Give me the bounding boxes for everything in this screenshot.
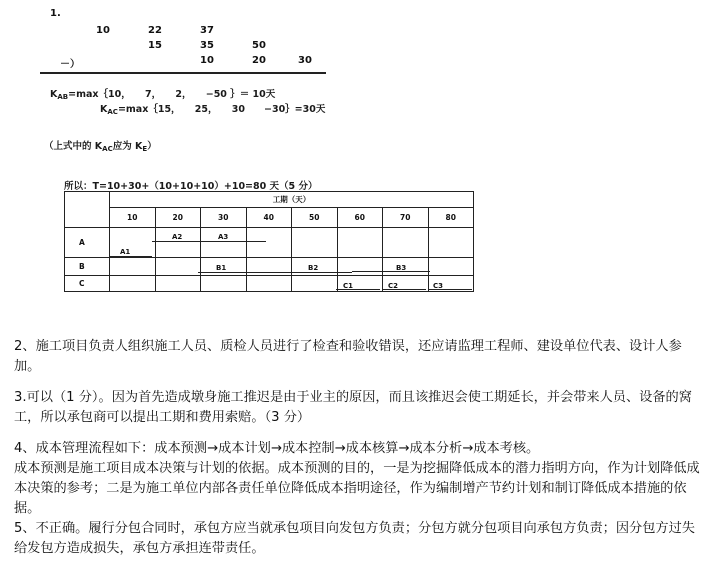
- bar-label-a3: A3: [218, 233, 229, 241]
- day-10: 10: [110, 208, 156, 228]
- day-50: 50: [292, 208, 338, 228]
- row2-val-2: 35: [200, 40, 214, 51]
- bar-b1: [198, 272, 288, 273]
- kac-formula: $K_{AC}=\max\{15$， 25， 30 −30｝=30天: [100, 104, 326, 116]
- answer-4-detail: 成本预测是施工项目成本决策与计划的依据。成本预测的目的，一是为挖掘降低成本的潜力指明方向，作为计划降低成本决策的参考；二是为施工单位内部各责任单位降低成本指明途径，作为编制增产节约计划和制订降低成本措施的依据。: [14, 461, 700, 516]
- subtract-label: －）: [60, 59, 80, 70]
- schedule-table: [64, 191, 474, 292]
- bar-a1: [110, 256, 152, 257]
- row3-val-3: 30: [298, 55, 312, 66]
- answer-2: 2、施工项目负责人组织施工人员、质检人员进行了检查和验收错误，还应请监理工程师、建设单位代表、设计人参加。: [14, 339, 682, 374]
- day-70: 70: [383, 208, 429, 228]
- row2-val-3: 50: [252, 40, 266, 51]
- corner-cell: [65, 192, 110, 228]
- bar-label-a1: A1: [120, 248, 131, 256]
- row-label-b: B: [65, 258, 110, 276]
- bar-label-c2: C2: [388, 282, 399, 290]
- row3-val-2: 20: [252, 55, 266, 66]
- bar-label-b1: B1: [216, 264, 227, 272]
- day-20: 20: [155, 208, 201, 228]
- row1-val-2: 22: [148, 25, 162, 36]
- day-30: 30: [201, 208, 247, 228]
- day-40: 40: [246, 208, 292, 228]
- bar-a2: [152, 241, 198, 242]
- schedule-caption: 所以：T=10+30+（10+10+10）+10=80 天（5 分）: [64, 181, 318, 192]
- answer-5: 5、不正确。履行分包合同时，承包方应当就承包项目向发包方负责；分包方就分包项目向承包方负责；因分包方过失给发包方造成损失，承包方承担连带责任。: [14, 521, 695, 556]
- row1-val-3: 37: [200, 25, 214, 36]
- problem-number: 1.: [50, 8, 61, 19]
- kab-formula: $K_{AB}=\max\{10$， 7， 2， −50 ｝＝ 10天: [50, 89, 276, 101]
- bar-label-b2: B2: [308, 264, 319, 272]
- row1-val-1: 10: [96, 25, 110, 36]
- schedule-header: 工期（天）: [110, 192, 474, 208]
- day-80: 80: [428, 208, 474, 228]
- bar-label-b3: B3: [396, 264, 407, 272]
- sum-rule: [40, 72, 326, 74]
- day-60: 60: [337, 208, 383, 228]
- answer-4-flow: 4、成本管理流程如下：成本预测→成本计划→成本控制→成本核算→成本分析→成本考核。: [14, 441, 540, 456]
- bar-label-c3: C3: [433, 282, 444, 290]
- bar-label-a2: A2: [172, 233, 183, 241]
- answer-3: 3.可以（1 分）。因为首先造成墩身施工推迟是由于业主的原因，而且该推迟会使工期延长，并会带来人员、设备的窝工，所以承包商可以提出工期和费用索赔。（3 分）: [14, 390, 692, 425]
- row-label-c: C: [65, 276, 110, 292]
- formula-note: （上式中的 $K_{AC}$应为 $K_E$）: [44, 141, 157, 153]
- bar-label-c1: C1: [343, 282, 354, 290]
- bar-b3: [352, 271, 430, 272]
- row2-val-1: 15: [148, 40, 162, 51]
- bar-a3: [198, 241, 266, 242]
- bar-b2: [288, 272, 352, 273]
- row-label-a: A: [65, 228, 110, 258]
- row3-val-1: 10: [200, 55, 214, 66]
